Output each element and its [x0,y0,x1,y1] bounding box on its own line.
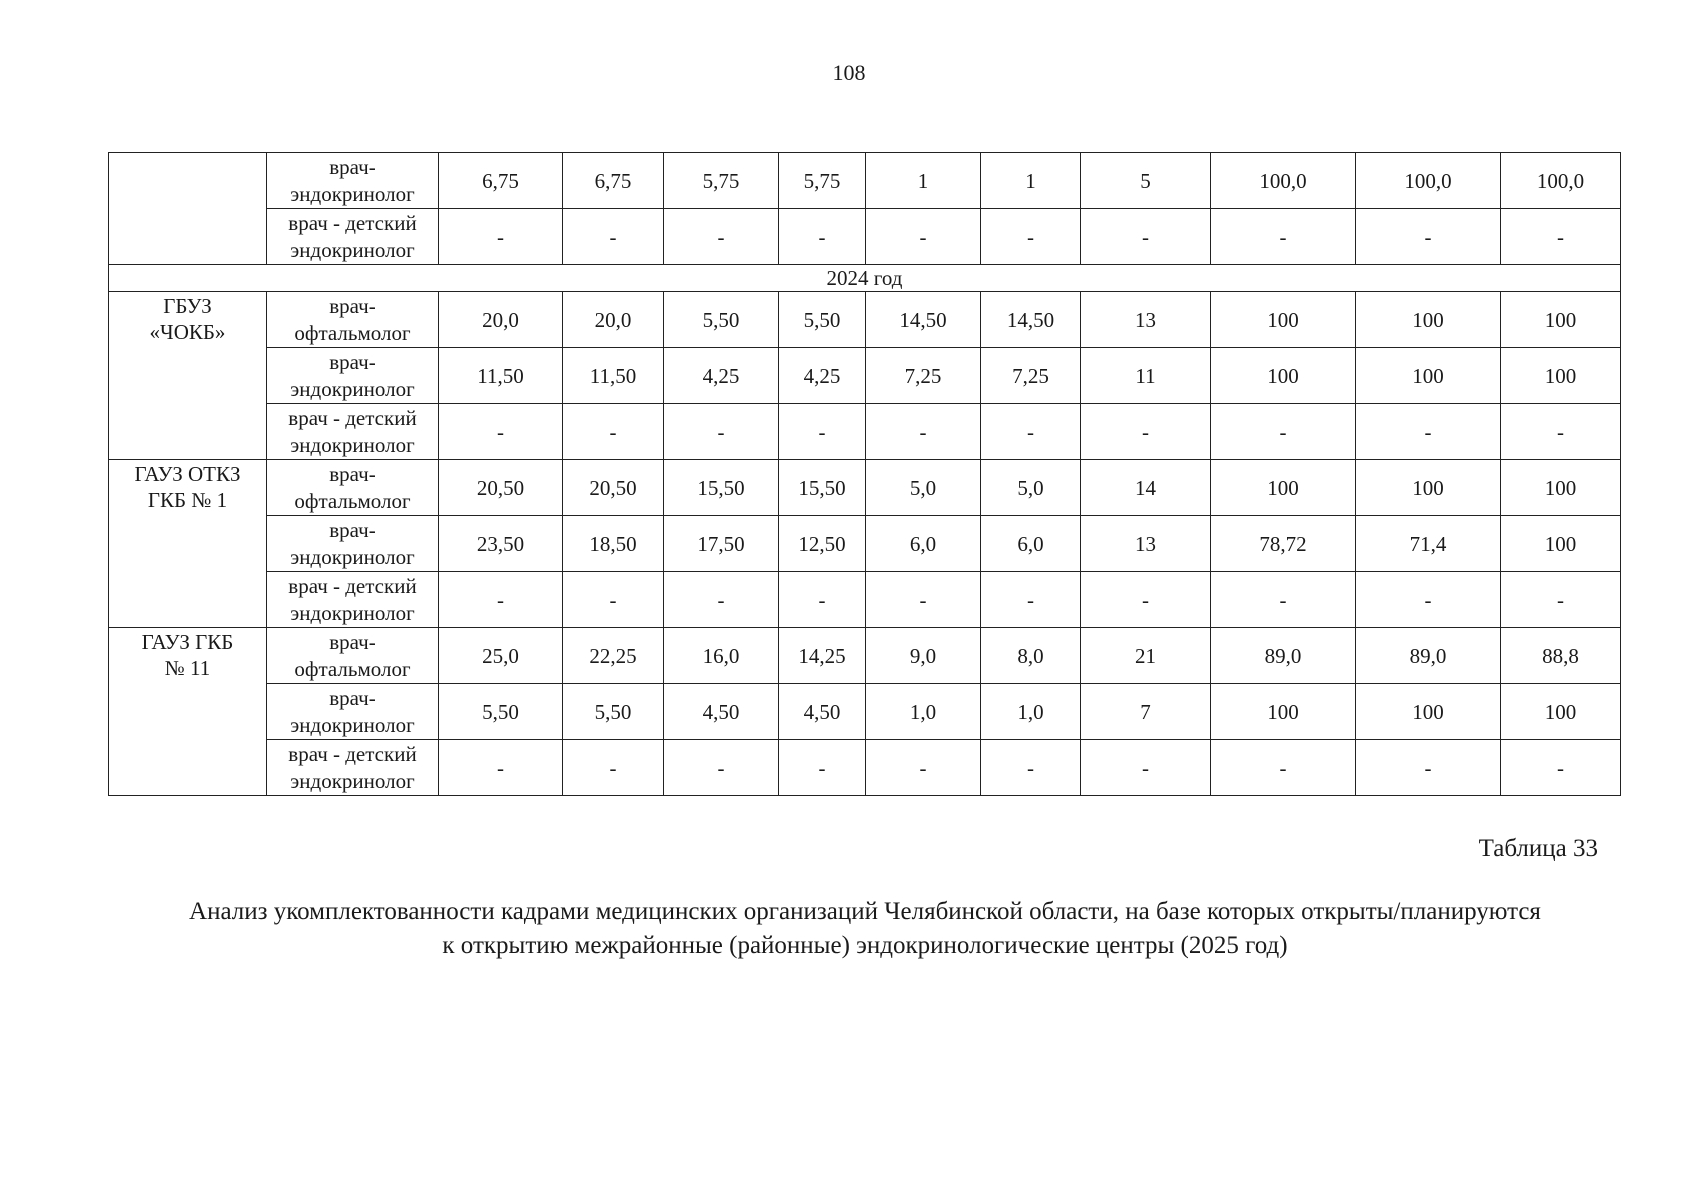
value-cell: - [1081,404,1211,460]
value-cell: 100 [1356,460,1501,516]
value-cell: 23,50 [439,516,563,572]
value-cell: 6,0 [981,516,1081,572]
value-cell: 100,0 [1501,153,1621,209]
value-cell: 11,50 [439,348,563,404]
value-cell: 21 [1081,628,1211,684]
value-cell: 11,50 [563,348,664,404]
table-row [109,460,1621,516]
value-cell: 18,50 [563,516,664,572]
value-cell: 22,25 [563,628,664,684]
value-cell: 4,25 [664,348,779,404]
value-cell: - [664,740,779,796]
value-cell: 100,0 [1356,153,1501,209]
value-cell: 100 [1211,684,1356,740]
value-cell: 14 [1081,460,1211,516]
value-cell: 78,72 [1211,516,1356,572]
value-cell: 20,50 [563,460,664,516]
value-cell: 5,0 [981,460,1081,516]
table-body [109,153,1621,796]
value-cell: 20,50 [439,460,563,516]
value-cell: - [664,404,779,460]
value-cell: 71,4 [1356,516,1501,572]
specialty-cell: врач - детский эндокринолог [267,404,439,460]
value-cell: 88,8 [1501,628,1621,684]
value-cell: 1,0 [866,684,981,740]
value-cell: 100 [1211,460,1356,516]
value-cell: - [1501,740,1621,796]
specialty-cell: врач- эндокринолог [267,348,439,404]
value-cell: 25,0 [439,628,563,684]
value-cell: - [563,404,664,460]
value-cell: 100 [1501,292,1621,348]
value-cell: 5,75 [664,153,779,209]
value-cell: - [1501,404,1621,460]
value-cell: - [1356,209,1501,265]
value-cell: 100 [1501,348,1621,404]
value-cell: 8,0 [981,628,1081,684]
value-cell: - [1081,572,1211,628]
value-cell: 14,25 [779,628,866,684]
value-cell: 4,25 [779,348,866,404]
value-cell: 4,50 [664,684,779,740]
value-cell: 6,75 [563,153,664,209]
specialty-cell: врач- эндокринолог [267,684,439,740]
specialty-cell: врач- эндокринолог [267,516,439,572]
organization-cell [109,153,267,265]
value-cell: 12,50 [779,516,866,572]
value-cell: - [866,572,981,628]
organization-cell: ГАУЗ ГКБ № 11 [109,628,267,796]
value-cell: - [439,572,563,628]
value-cell: 5,50 [563,684,664,740]
value-cell: - [563,740,664,796]
value-cell: - [1501,209,1621,265]
value-cell: 4,50 [779,684,866,740]
value-cell: - [779,740,866,796]
value-cell: - [1081,209,1211,265]
year-label: 2024 год [109,265,1621,292]
value-cell: 100 [1501,516,1621,572]
value-cell: - [1211,572,1356,628]
year-row [109,265,1621,292]
value-cell: 89,0 [1211,628,1356,684]
value-cell: 20,0 [563,292,664,348]
table-caption: Анализ укомплектованности кадрами медицинских организаций Челябинской области, на базе которых открыты/планируются к открытию межрайонные (районные) эндокринологические центры (2025 год) [189,898,1541,959]
value-cell: 9,0 [866,628,981,684]
value-cell: - [1356,404,1501,460]
specialty-cell: врач- офтальмолог [267,628,439,684]
value-cell: - [779,404,866,460]
value-cell: 5,50 [439,684,563,740]
specialty-cell: врач - детский эндокринолог [267,740,439,796]
table-row [109,209,1621,265]
value-cell: - [439,209,563,265]
value-cell: 89,0 [1356,628,1501,684]
value-cell: 13 [1081,516,1211,572]
value-cell: - [1356,572,1501,628]
table-row [109,153,1621,209]
value-cell: 100,0 [1211,153,1356,209]
value-cell: 7 [1081,684,1211,740]
value-cell: - [981,404,1081,460]
table-row [109,572,1621,628]
value-cell: 1 [981,153,1081,209]
value-cell: 15,50 [664,460,779,516]
value-cell: 20,0 [439,292,563,348]
value-cell: - [981,572,1081,628]
value-cell: 17,50 [664,516,779,572]
value-cell: 6,75 [439,153,563,209]
value-cell: - [664,572,779,628]
value-cell: 13 [1081,292,1211,348]
value-cell: - [1081,740,1211,796]
value-cell: - [563,209,664,265]
specialty-cell: врач- эндокринолог [267,153,439,209]
value-cell: 100 [1501,460,1621,516]
value-cell: - [981,209,1081,265]
page-number: 108 [832,60,866,85]
table-row [109,516,1621,572]
value-cell: 5,75 [779,153,866,209]
value-cell: - [981,740,1081,796]
value-cell: - [439,740,563,796]
value-cell: 5,50 [779,292,866,348]
value-cell: 11 [1081,348,1211,404]
value-cell: - [779,209,866,265]
value-cell: 5 [1081,153,1211,209]
value-cell: 100 [1501,684,1621,740]
table-label: Таблица 33 [1478,835,1598,862]
table-row [109,348,1621,404]
specialty-cell: врач - детский эндокринолог [267,209,439,265]
table-row [109,684,1621,740]
organization-cell: ГАУЗ ОТКЗ ГКБ № 1 [109,460,267,628]
value-cell: - [439,404,563,460]
value-cell: 5,50 [664,292,779,348]
value-cell: 15,50 [779,460,866,516]
value-cell: - [664,209,779,265]
value-cell: 100 [1211,348,1356,404]
value-cell: 100 [1211,292,1356,348]
value-cell: 100 [1356,292,1501,348]
value-cell: - [1211,209,1356,265]
table-row [109,292,1621,348]
value-cell: - [1211,404,1356,460]
organization-cell: ГБУЗ «ЧОКБ» [109,292,267,460]
value-cell: - [1501,572,1621,628]
specialty-cell: врач - детский эндокринолог [267,572,439,628]
value-cell: - [866,404,981,460]
specialty-cell: врач- офтальмолог [267,460,439,516]
value-cell: 14,50 [981,292,1081,348]
value-cell: 1,0 [981,684,1081,740]
value-cell: 14,50 [866,292,981,348]
value-cell: 6,0 [866,516,981,572]
table-row [109,628,1621,684]
value-cell: 100 [1356,684,1501,740]
value-cell: - [779,572,866,628]
table-row [109,740,1621,796]
table-row [109,404,1621,460]
specialty-cell: врач- офтальмолог [267,292,439,348]
value-cell: 16,0 [664,628,779,684]
staffing-table [108,152,1621,796]
value-cell: - [866,740,981,796]
value-cell: 7,25 [866,348,981,404]
value-cell: 5,0 [866,460,981,516]
value-cell: - [866,209,981,265]
value-cell: 1 [866,153,981,209]
value-cell: - [1356,740,1501,796]
value-cell: - [563,572,664,628]
value-cell: 7,25 [981,348,1081,404]
value-cell: 100 [1356,348,1501,404]
value-cell: - [1211,740,1356,796]
